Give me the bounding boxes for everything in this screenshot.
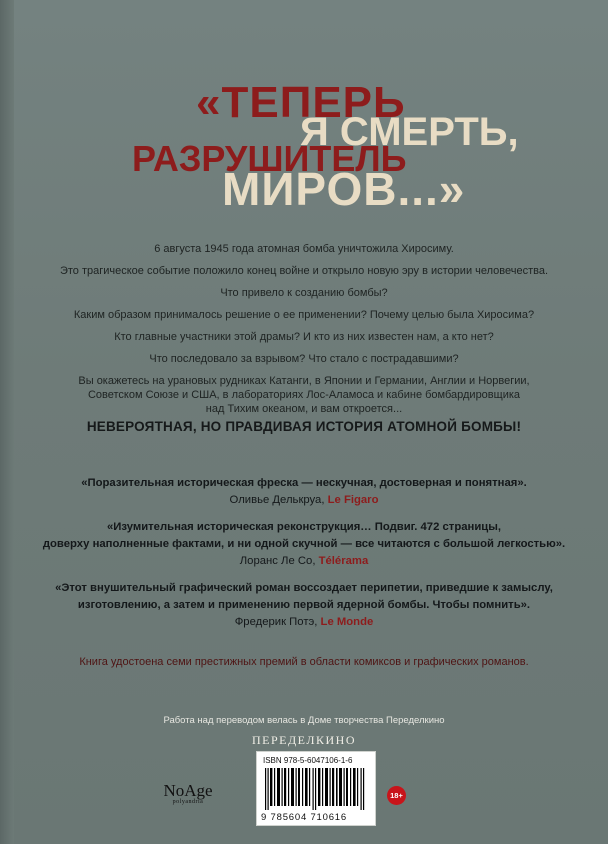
peredelkino-logo: ПЕРЕДЕЛКИНО bbox=[252, 733, 356, 747]
ean-number: 9 785604 710616 bbox=[261, 812, 347, 823]
translation-credit: Работа над переводом велась в Доме творчества Переделкино bbox=[163, 715, 445, 726]
quote-publication: Télérama bbox=[318, 555, 369, 567]
barcode-box bbox=[256, 751, 376, 826]
quote-text: «Поразительная историческая фреска — нескучная, достоверная и понятная». bbox=[81, 477, 527, 489]
title-line-3: РАЗРУШИТЕЛЬ bbox=[132, 138, 407, 179]
title-line-4: МИРОВ...» bbox=[222, 163, 466, 215]
headline: НЕВЕРОЯТНАЯ, НО ПРАВДИВАЯ ИСТОРИЯ АТОМНОЙ БОМБЫ! bbox=[86, 419, 522, 434]
quote-publication: Le Figaro bbox=[327, 494, 379, 506]
barcode-icon bbox=[265, 768, 365, 810]
quote-text-line-1: «Изумительная историческая реконструкция… Подвиг. 472 страницы, bbox=[106, 521, 502, 533]
intro-paragraph-2: Это трагическое событие положило конец войне и открыло новую эру в истории человечества. bbox=[59, 265, 549, 277]
quote-source bbox=[30, 553, 578, 570]
quote-text-line-2: изготовлению, а затем и применению первой ядерной бомбы. Чтобы помнить». bbox=[77, 599, 531, 611]
publisher-logo bbox=[160, 783, 216, 809]
quote-source bbox=[30, 614, 578, 631]
intro-paragraph-7 bbox=[40, 374, 568, 416]
review-quote-2 bbox=[30, 519, 578, 570]
review-quote-1 bbox=[30, 475, 578, 509]
quote-text-line-1: «Этот внушительный графический роман воссоздает перипетии, приведшие к замыслу, bbox=[55, 582, 553, 594]
title-line-1: «ТЕПЕРЬ bbox=[196, 78, 406, 127]
quote-source bbox=[30, 492, 578, 509]
intro-paragraph-7-line-1: Вы окажетесь на урановых рудниках Катанги, в Японии и Германии, Англии и Норвегии, bbox=[78, 375, 530, 387]
publisher-sub: polyandria bbox=[172, 799, 204, 805]
quote-text-line-2: доверху наполненные фактами, и ни одной скучной — все читаются с большой легкостью». bbox=[42, 538, 566, 550]
quote-author: Лоранс Ле Со, bbox=[239, 555, 316, 567]
quote-publication: Le Monde bbox=[320, 616, 374, 628]
quote-author: Оливье Делькруа, bbox=[229, 494, 325, 506]
review-quote-3 bbox=[30, 580, 578, 631]
intro-paragraph-3: Что привело к созданию бомбы? bbox=[220, 287, 388, 299]
intro-paragraph-7-line-3: над Тихим океаном, и вам откроется... bbox=[205, 403, 403, 415]
publisher-name: NoAge bbox=[163, 781, 213, 800]
age-rating-badge: 18+ bbox=[387, 786, 406, 805]
intro-paragraph-6: Что последовало за взрывом? Что стало с пострадавшими? bbox=[149, 353, 459, 365]
quote-author: Фредерик Потэ, bbox=[234, 616, 318, 628]
title-line-2: Я СМЕРТЬ, bbox=[300, 110, 519, 154]
intro-paragraph-4: Каким образом принималось решение о ее применении? Почему целью была Хиросима? bbox=[73, 309, 535, 321]
spine-edge bbox=[0, 0, 14, 844]
intro-paragraph-5: Кто главные участники этой драмы? И кто из них известен нам, а кто нет? bbox=[114, 331, 494, 343]
isbn-label: ISBN 978-5-6047106-1-6 bbox=[263, 756, 353, 765]
awards-note: Книга удостоена семи престижных премий в области комиксов и графических романов. bbox=[79, 656, 529, 668]
intro-paragraph-7-line-2: Советском Союзе и США, в лабораториях Лос-Аламоса и кабине бомбардировщика bbox=[87, 389, 521, 401]
intro-paragraph-1: 6 августа 1945 года атомная бомба уничтожила Хиросиму. bbox=[154, 243, 454, 255]
